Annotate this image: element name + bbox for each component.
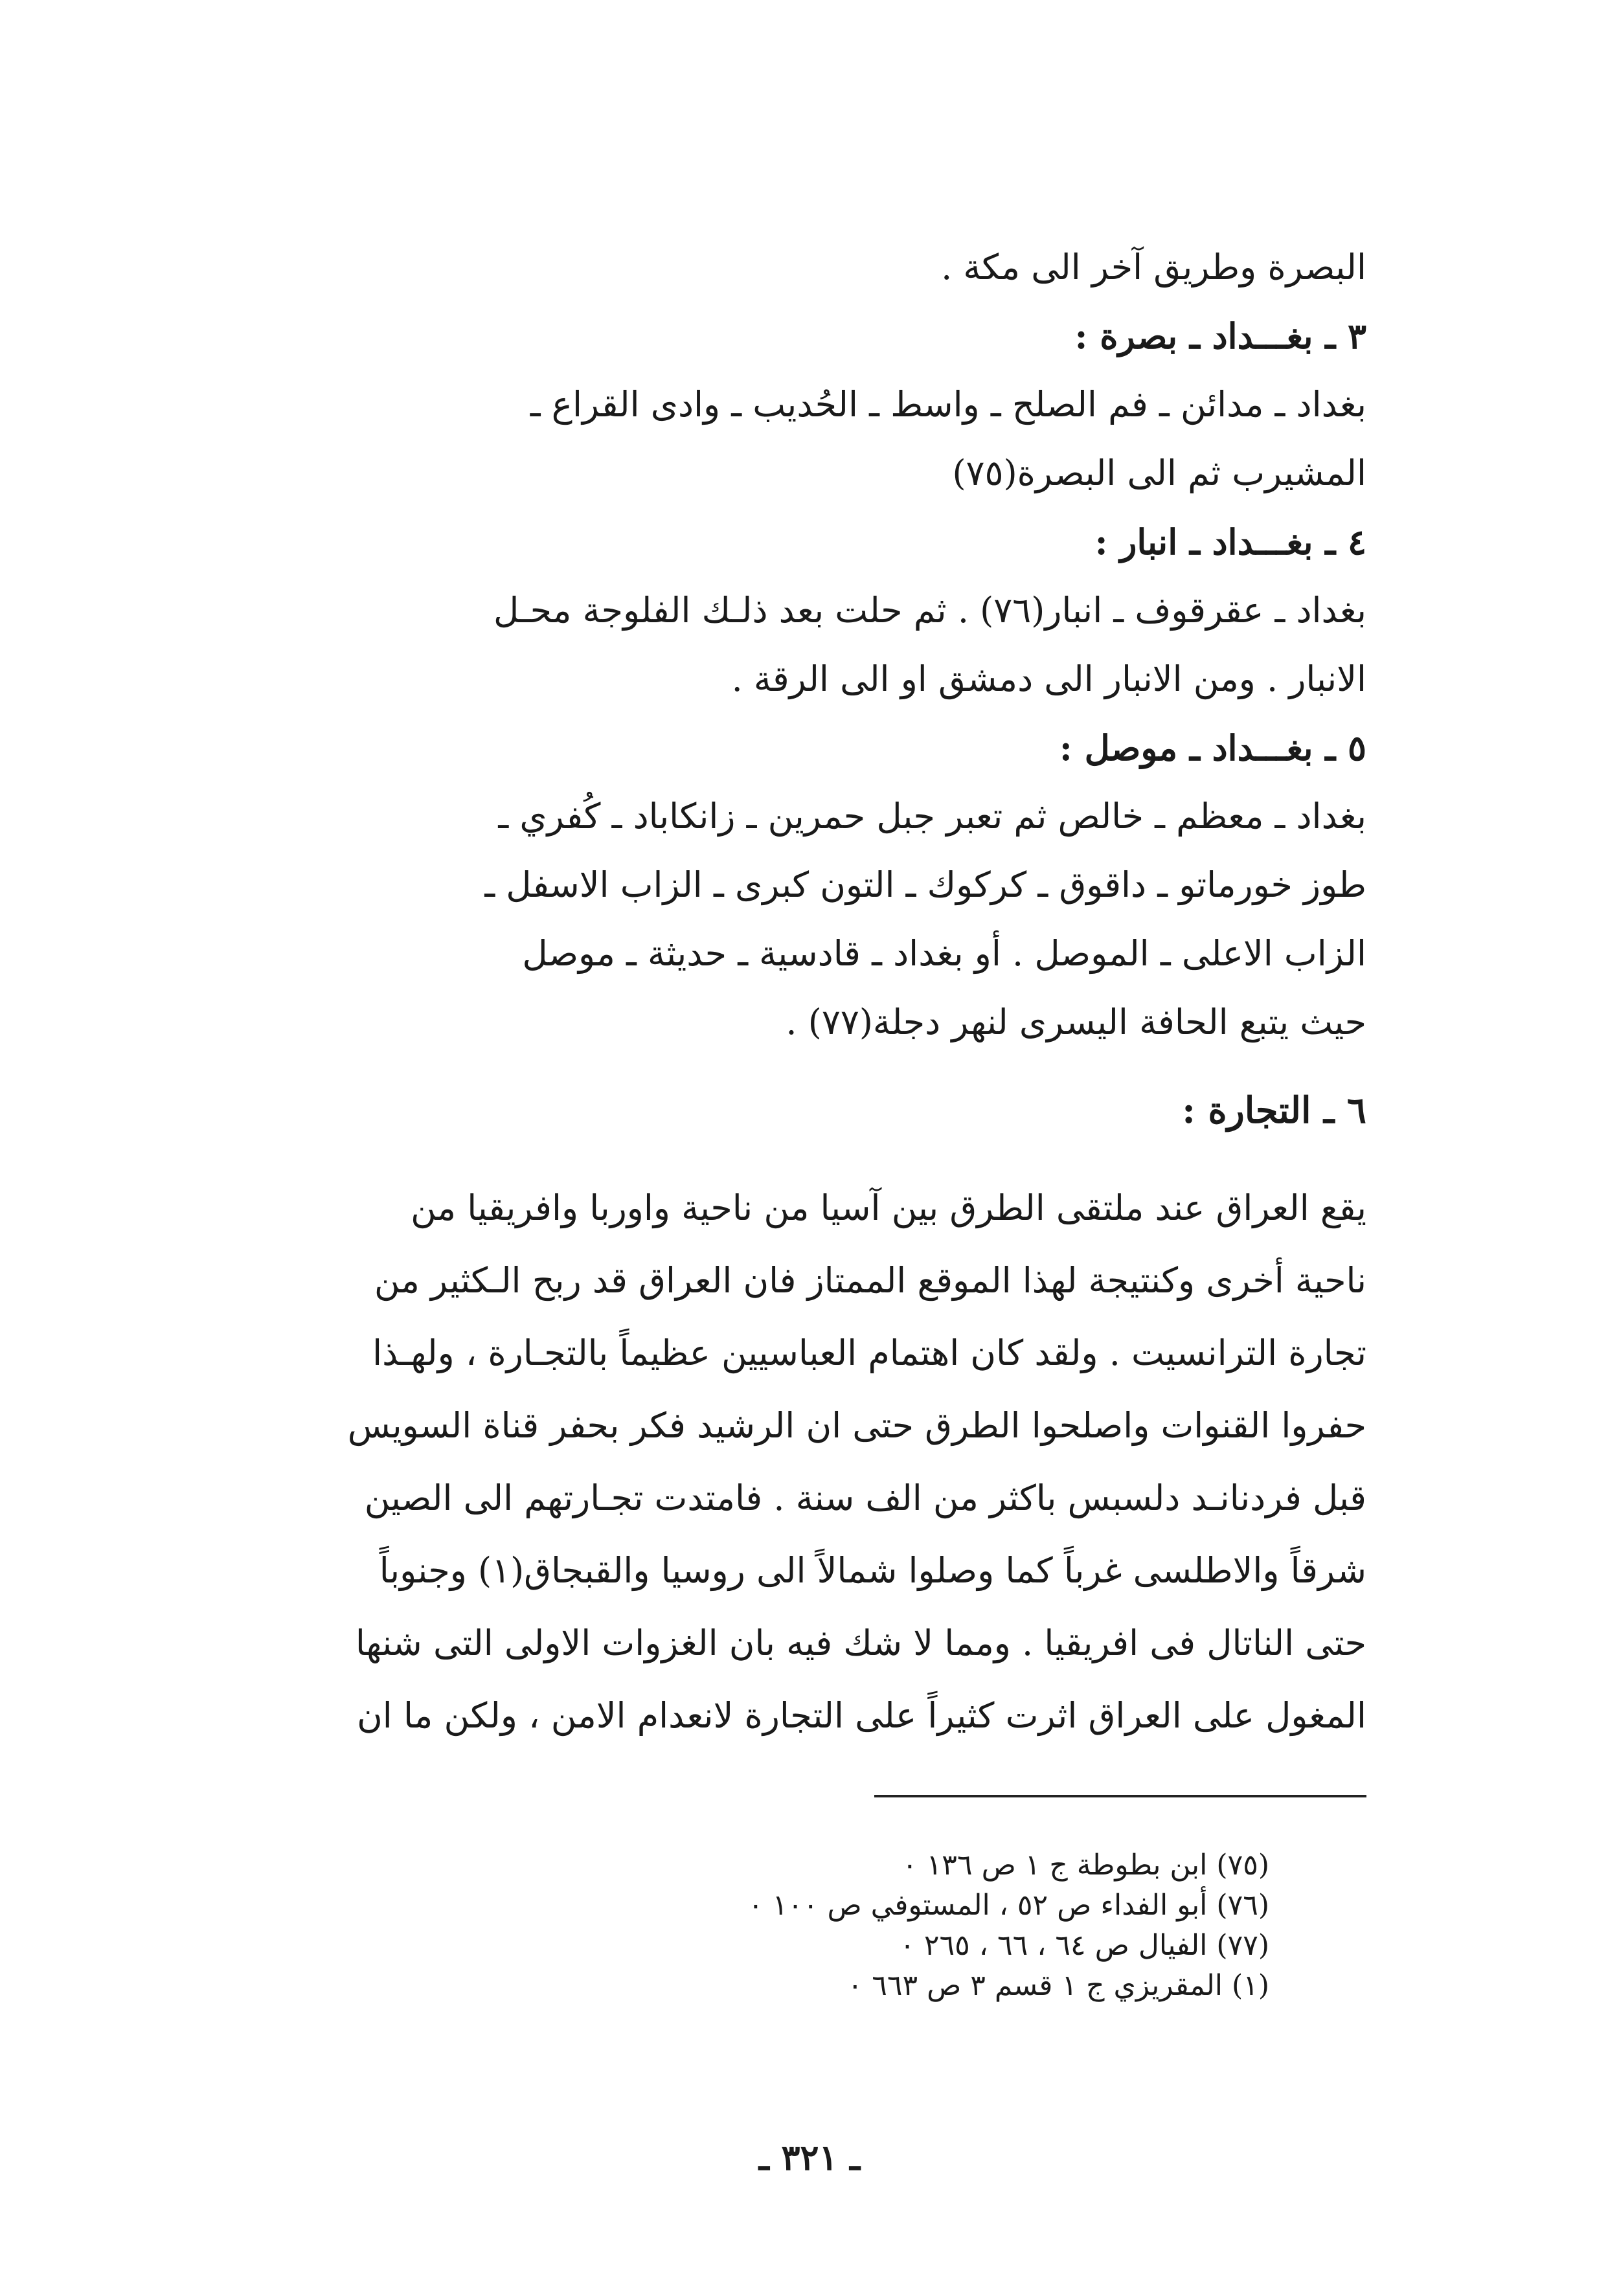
footnotes	[453, 1845, 1269, 2006]
paragraph-line: ناحية أخرى وكنتيجة لهذا الموقع الممتاز فان العراق قد ربح الـكثير من	[374, 1260, 1366, 1301]
route-heading: ٥ ـ بغـــداد ـ موصل :	[1059, 727, 1366, 769]
footnote: (٧٧) الفيال ص ٦٤ ، ٦٦ ، ٢٦٥ ٠	[900, 1929, 1269, 1962]
section-title: ٦ ـ التجارة :	[1182, 1089, 1366, 1132]
text-line: طوز خورماتو ـ داقوق ـ كركوك ـ التون كبرى ـ الزاب الاسفل ـ	[484, 864, 1366, 905]
paragraph-line: المغول على العراق اثرت كثيراً على التجارة لانعدام الامن ، ولكن ما ان	[357, 1695, 1366, 1736]
text-line: المشيرب ثم الى البصرة(٧٥)	[952, 453, 1366, 493]
footnote: (٧٦) أبو الفداء ص ٥٢ ، المستوفي ص ١٠٠ ٠	[747, 1889, 1269, 1922]
footnote: (١) المقريزي ج ١ قسم ٣ ص ٦٦٣ ٠	[847, 1969, 1269, 2002]
paragraph-line: شرقاً والاطلسى غرباً كما وصلوا شمالاً الى روسيا والقبجاق(١) وجنوباً	[379, 1550, 1366, 1591]
text-line: الزاب الاعلى ـ الموصل . أو بغداد ـ قادسية ـ حديثة ـ موصل	[522, 933, 1366, 974]
route-heading: ٣ ـ بغـــداد ـ بصرة :	[1074, 315, 1366, 357]
paragraph-line: حفروا القنوات واصلحوا الطرق حتى ان الرشيد فكر بحفر قناة السويس	[347, 1405, 1366, 1446]
text-line: بغداد ـ عقرقوف ـ انبار(٧٦) . ثم حلت بعد ذلـك الفلوجة محـل	[493, 590, 1366, 631]
text-line: الانبار . ومن الانبار الى دمشق او الى الرقة .	[731, 658, 1366, 699]
paragraph-line: يقع العراق عند ملتقى الطرق بين آسيا من ناحية واوربا وافريقيا من	[411, 1187, 1366, 1228]
text-line: بغداد ـ مدائن ـ فم الصلح ـ واسط ـ الحُديب ـ وادى القراع ـ	[530, 384, 1366, 425]
text-line: بغداد ـ معظم ـ خالص ثم تعبر جبل حمرين ـ زانكاباد ـ كُفري ـ	[498, 796, 1366, 837]
paragraph-line: قبل فردنانـد دلسبس باكثر من الف سنة . فامتدت تجـارتهم الى الصين	[364, 1478, 1366, 1518]
route-heading: ٤ ـ بغـــداد ـ انبار :	[1094, 521, 1366, 563]
text-line: البصرة وطريق آخر الى مكة .	[941, 247, 1366, 287]
paragraph-line: تجارة الترانسيت . ولقد كان اهتمام العباسيين عظيماً بالتجـارة ، ولهـذا	[372, 1333, 1366, 1373]
footnote-divider	[874, 1795, 1366, 1797]
page-number: ـ ٣٢١ ـ	[758, 2137, 861, 2178]
trade-section	[278, 1075, 1366, 1752]
footnote: (٧٥) ابن بطوطة ج ١ ص ١٣٦ ٠	[902, 1849, 1269, 1882]
route-list	[278, 233, 1366, 1057]
paragraph-line: حتى الناتال فى افريقيا . ومما لا شك فيه بان الغزوات الاولى التى شنها	[355, 1623, 1366, 1663]
text-line: حيث يتبع الحافة اليسرى لنهر دجلة(٧٧) .	[786, 1002, 1366, 1042]
